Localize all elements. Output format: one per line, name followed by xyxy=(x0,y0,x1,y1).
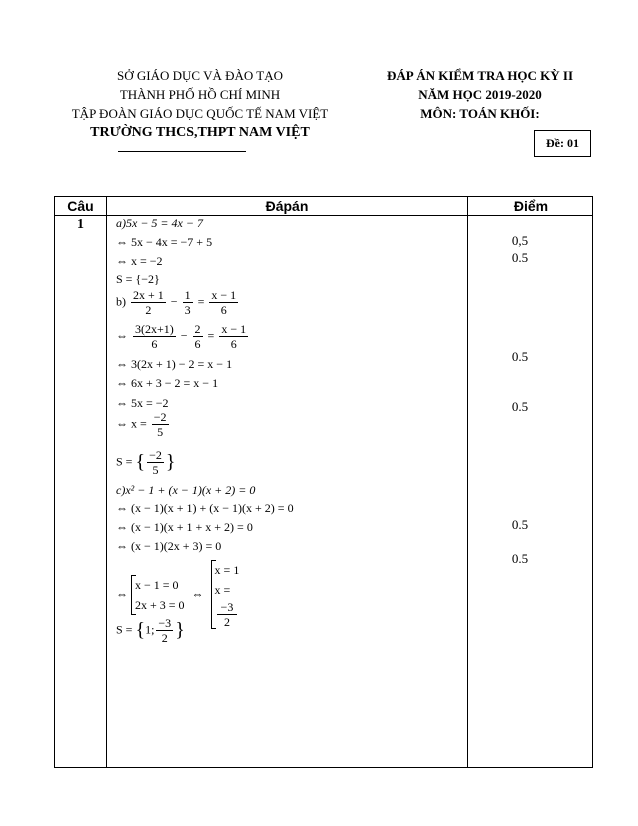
exam-title: ĐÁP ÁN KIỂM TRA HỌC KỲ II xyxy=(386,68,574,83)
math-line-b3: ⇔ 3(2x + 1) − 2 = x − 1 xyxy=(116,357,233,371)
group-line: TẬP ĐOÀN GIÁO DỤC QUỐC TẾ NAM VIỆT xyxy=(71,106,329,121)
math-line-b4: ⇔ 6x + 3 − 2 = x − 1 xyxy=(116,376,219,390)
math-line-c4: ⇔ (x − 1)(2x + 3) = 0 xyxy=(116,539,222,553)
school-underline xyxy=(118,151,246,152)
math-line-b2: ⇔ $\frac{3(2x+1)}{6}$ − $\frac{2}{6}$ = $\frac{x - 1}{6}$ xyxy=(116,322,247,351)
score-2: 0.5 xyxy=(511,250,529,265)
header-score: Điểm xyxy=(513,198,549,214)
question-number: 1 xyxy=(77,217,84,232)
math-line-b6: ⇔ x = $\frac{-2}{5}$ xyxy=(116,410,167,439)
score-4: 0.5 xyxy=(511,399,529,414)
exam-code-box: Đề: 01 xyxy=(534,130,591,157)
math-line-a3: ⇔ x = −2 xyxy=(116,254,163,268)
school-year: NĂM HỌC 2019-2020 xyxy=(418,87,542,102)
math-line-b5: ⇔ 5x = −2 xyxy=(116,396,169,410)
math-line-b1: b) $\frac{2x + 1}{2}$ − $\frac{1}{3}$ = $\frac{x - 1}{6}$ xyxy=(116,288,237,317)
divider-col-2 xyxy=(467,197,468,767)
divider-col-1 xyxy=(106,197,107,767)
subject-line: MÔN: TOÁN KHỐI: xyxy=(420,106,540,121)
score-5: 0.5 xyxy=(511,517,529,532)
school-name: TRƯỜNG THCS,THPT NAM VIỆT xyxy=(90,125,310,140)
math-line-a1: a)5x − 5 = 4x − 7 xyxy=(116,216,203,230)
math-line-c6: S = {1; $\frac{-3}{2}$ } xyxy=(116,616,185,645)
math-line-a2: ⇔ 5x − 4x = −7 + 5 xyxy=(116,235,213,249)
header-question: Câu xyxy=(67,198,94,214)
header-right xyxy=(365,66,595,123)
score-6: 0.5 xyxy=(511,551,529,566)
system-right: x = 1 x = −3 2 xyxy=(211,560,240,629)
math-line-c3: ⇔ (x − 1)(x + 1 + x + 2) = 0 xyxy=(116,520,253,534)
math-line-c5: ⇔ x − 1 = 0 2x + 3 = 0 ⇔ x = 1 x = −3 2 xyxy=(116,560,239,629)
score-3: 0.5 xyxy=(511,349,529,364)
header-left xyxy=(40,66,360,142)
math-line-a4: S = {−2} xyxy=(116,272,160,286)
header-answer: Đápán xyxy=(265,198,309,214)
math-line-b7: S = { $\frac{-2}{5}$ } xyxy=(116,448,176,477)
math-line-c2: ⇔ (x − 1)(x + 1) + (x − 1)(x + 2) = 0 xyxy=(116,501,294,515)
city-line: THÀNH PHỐ HỒ CHÍ MINH xyxy=(119,87,281,102)
system-left: x − 1 = 0 2x + 3 = 0 xyxy=(131,575,185,615)
department-line: SỞ GIÁO DỤC VÀ ĐÀO TẠO xyxy=(117,68,283,83)
score-1: 0,5 xyxy=(511,233,529,248)
math-line-c1: c)x² − 1 + (x − 1)(x + 2) = 0 xyxy=(116,483,256,497)
